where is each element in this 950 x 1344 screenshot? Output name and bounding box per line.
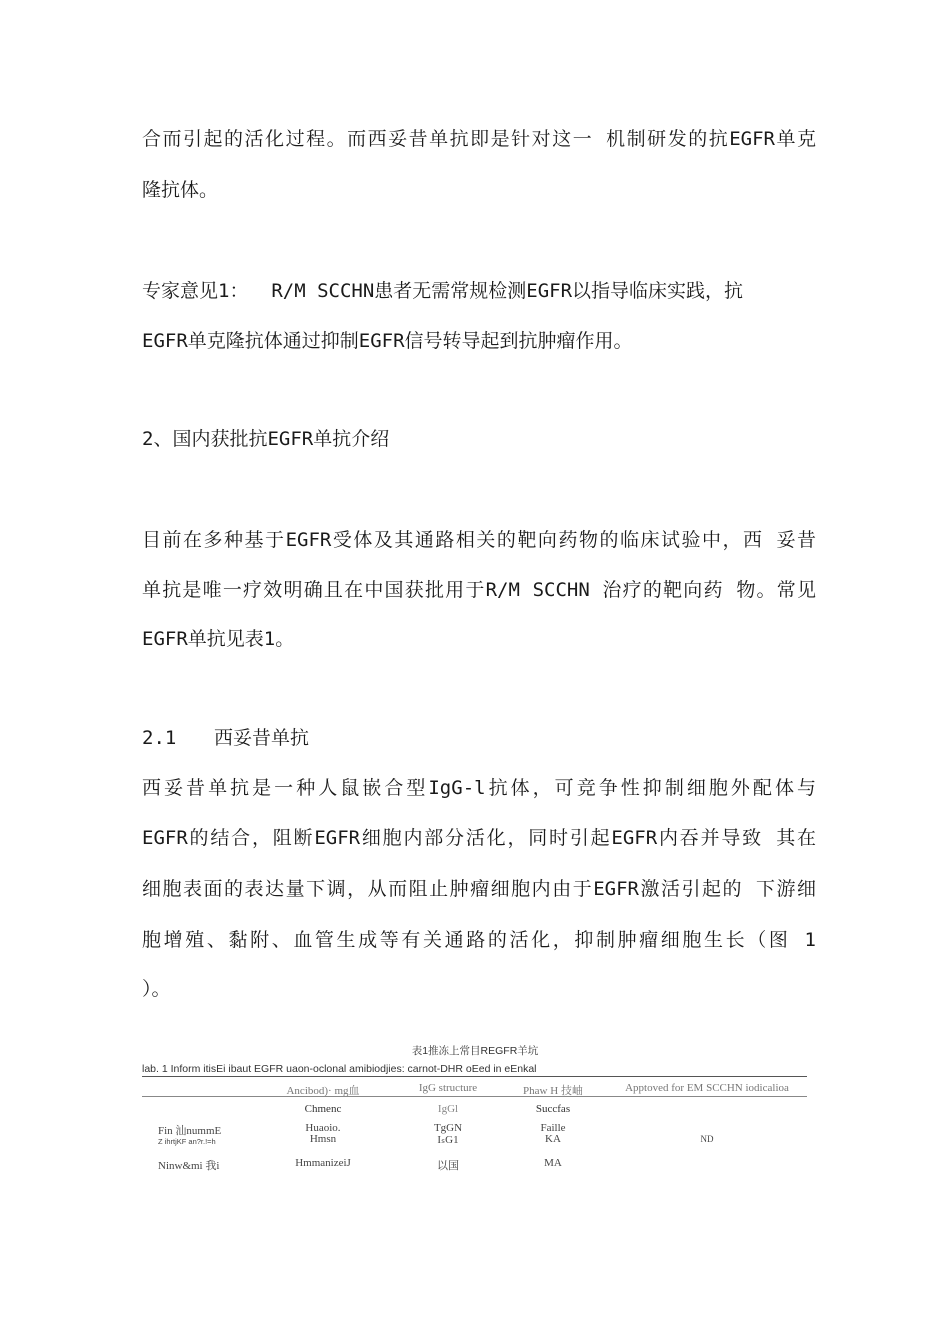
paragraph-line: EGFR的结合，阻断EGFR细胞内部分活化，同时引起EGFR内吞并导致 其在 bbox=[142, 827, 816, 849]
table-cell: HmmanizeiJ bbox=[295, 1157, 351, 1169]
paragraph-line: 西妥昔单抗是一种人鼠嵌合型IgG-l抗体，可竞争性抑制细胞外配体与 bbox=[142, 777, 816, 799]
table-cell: Huaoio. bbox=[305, 1122, 341, 1134]
table-header-antibody: Ancibod)· mg血 bbox=[286, 1085, 360, 1097]
table-caption: 表1推冻上常目REGFR羊坑 bbox=[411, 1045, 539, 1057]
table-cell: Ninw&mi 我i bbox=[158, 1160, 220, 1172]
expert-opinion-line: 专家意见1： R/M SCCHN患者无需常规检测EGFR以指导临床实践，抗 bbox=[142, 280, 744, 302]
table-header-igg-structure: IgG structure bbox=[418, 1082, 478, 1094]
expert-opinion-line: EGFR单克隆抗体通过抑制EGFR信号转导起到抗肿瘤作用。 bbox=[142, 330, 633, 352]
table-cell: Z ihrtjKF an?r.!=h bbox=[158, 1137, 216, 1146]
table-cell: ND bbox=[700, 1134, 714, 1144]
table-cell: Chmenc bbox=[304, 1103, 342, 1115]
table-cell: KA bbox=[545, 1133, 561, 1145]
table-cell: MA bbox=[544, 1157, 562, 1169]
table-cell: TgGN bbox=[433, 1122, 463, 1134]
table-header-approved: Apptoved for EM SCCHN iodicalioa bbox=[625, 1082, 789, 1094]
table-subcaption: lab. 1 Inform itisEi ibaut EGFR uaon-oclonal amibiodjies: carnot-DHR oEed in eEnkal bbox=[142, 1063, 537, 1075]
table-header-phase: Phaw H 技岫 bbox=[523, 1085, 583, 1097]
paragraph-line: 胞增殖、黏附、血管生成等有关通路的活化，抑制肿瘤细胞生长（图 1 bbox=[142, 929, 816, 951]
table-cell: 以国 bbox=[437, 1160, 459, 1172]
table-cell: Hmsn bbox=[309, 1133, 337, 1145]
table-cell: IgGl bbox=[437, 1103, 459, 1115]
subsection-number: 2.1 bbox=[142, 727, 177, 749]
paragraph-line: 隆抗体。 bbox=[142, 179, 219, 201]
subsection-title: 西妥昔单抗 bbox=[214, 727, 310, 749]
paragraph-line: 单抗是唯一疗效明确且在中国获批用于R/M SCCHN 治疗的靶向药 物。常见 bbox=[142, 579, 816, 601]
section-heading: 2、国内获批抗EGFR单抗介绍 bbox=[142, 428, 390, 450]
table-cell: Succfas bbox=[535, 1103, 571, 1115]
paragraph-line: EGFR单抗见表1。 bbox=[142, 628, 295, 650]
paragraph-line: 细胞表面的表达量下调，从而阻止肿瘤细胞内由于EGFR激活引起的 下游细 bbox=[142, 878, 816, 900]
table-header-rule bbox=[142, 1096, 807, 1097]
paragraph-line: 目前在多种基于EGFR受体及其通路相关的靶向药物的临床试验中，西 妥昔 bbox=[142, 529, 816, 551]
table-top-rule bbox=[142, 1076, 807, 1077]
paragraph-line: 合而引起的活化过程。而西妥昔单抗即是针对这一 机制研发的抗EGFR单克 bbox=[142, 128, 816, 150]
table-cell: Fin 汕nummE bbox=[158, 1125, 222, 1137]
table-cell: Faille bbox=[540, 1122, 566, 1134]
table-cell: IₛG1 bbox=[437, 1134, 459, 1146]
paragraph-line: ）。 bbox=[142, 978, 171, 1000]
